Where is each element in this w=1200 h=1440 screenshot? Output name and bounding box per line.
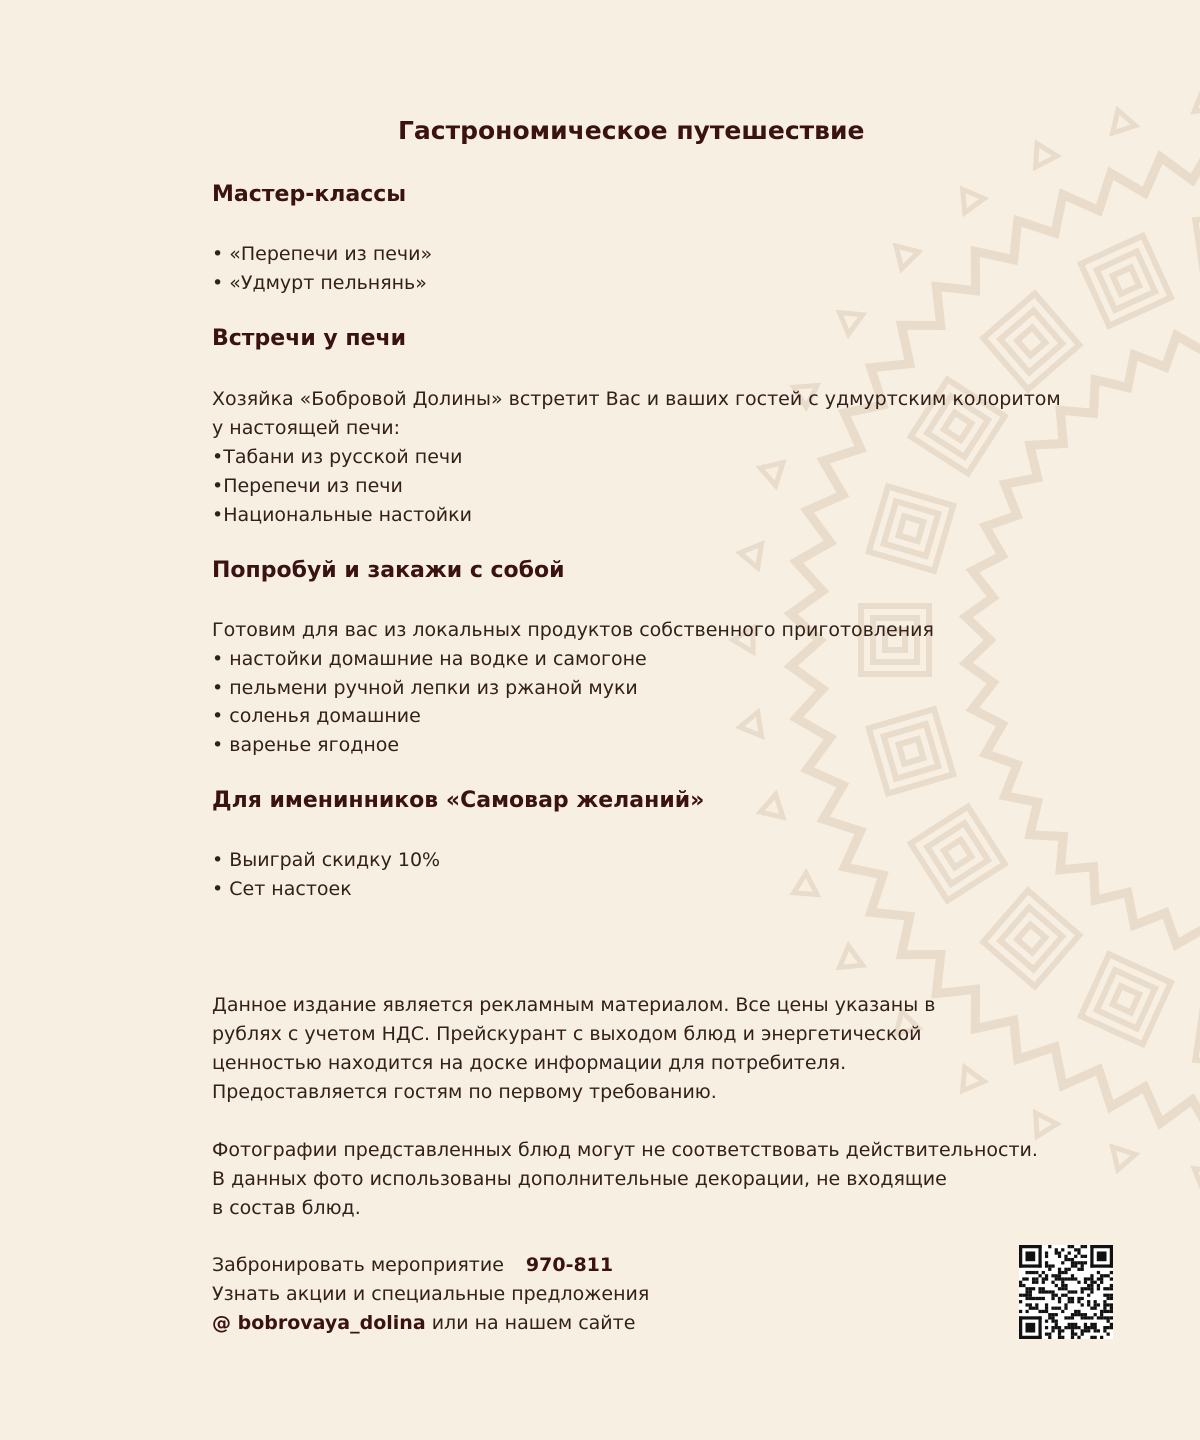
booking-line (212, 1251, 613, 1280)
section-heading-try-and-order: Попробуй и закажи с собой (212, 558, 565, 583)
section-heading-birthday: Для именинников «Самовар желаний» (212, 788, 705, 813)
disclaimer-line: ценностью находится на доске информации для потребителя. (212, 1052, 847, 1074)
list-item: •Табани из русской печи (212, 446, 463, 468)
social-handle-link[interactable]: @ bobrovaya_dolina (212, 1312, 426, 1334)
paragraph-line: Готовим для вас из локальных продуктов собственного приготовления (212, 619, 934, 641)
list-item: • Выиграй скидку 10% (212, 849, 441, 871)
disclaimer-line: Предоставляется гостям по первому требованию. (212, 1081, 717, 1103)
disclaimer-line: Данное издание является рекламным материалом. Все цены указаны в (212, 994, 936, 1016)
booking-label: Забронировать мероприятие (212, 1254, 504, 1276)
list-item: • «Перепечи из печи» (212, 243, 433, 265)
promo-label: Узнать акции и специальные предложения (212, 1283, 650, 1305)
booking-phone[interactable]: 970-811 (525, 1254, 614, 1276)
page-content (212, 0, 1152, 1440)
section-heading-oven-meetings: Встречи у печи (212, 326, 407, 351)
photo-note-line: Фотографии представленных блюд могут не соответствовать действительности. (212, 1139, 1038, 1161)
list-item: • настойки домашние на водке и самогоне (212, 648, 647, 670)
social-line (212, 1309, 635, 1338)
list-item: • «Удмурт пельнянь» (212, 272, 427, 294)
list-item: • пельмени ручной лепки из ржаной муки (212, 677, 638, 699)
paragraph-line: у настоящей печи: (212, 417, 400, 439)
qr-code-icon[interactable] (1019, 1245, 1113, 1339)
list-item: •Национальные настойки (212, 504, 472, 526)
photo-note-line: в состав блюд. (212, 1197, 361, 1219)
paragraph-line: Хозяйка «Бобровой Долины» встретит Вас и ваших гостей с удмуртским колоритом (212, 388, 1061, 410)
site-suffix: или на нашем сайте (425, 1312, 636, 1334)
list-item: • Сет настоек (212, 878, 352, 900)
disclaimer-line: рублях с учетом НДС. Прейскурант с выходом блюд и энергетической (212, 1023, 922, 1045)
photo-note-line: В данных фото использованы дополнительные декорации, не входящие (212, 1168, 947, 1190)
page-title: Гастрономическое путешествие (398, 116, 865, 145)
list-item: • варенье ягодное (212, 734, 400, 756)
section-heading-master-classes: Мастер-классы (212, 182, 407, 207)
list-item: • соленья домашние (212, 705, 421, 727)
list-item: •Перепечи из печи (212, 475, 403, 497)
